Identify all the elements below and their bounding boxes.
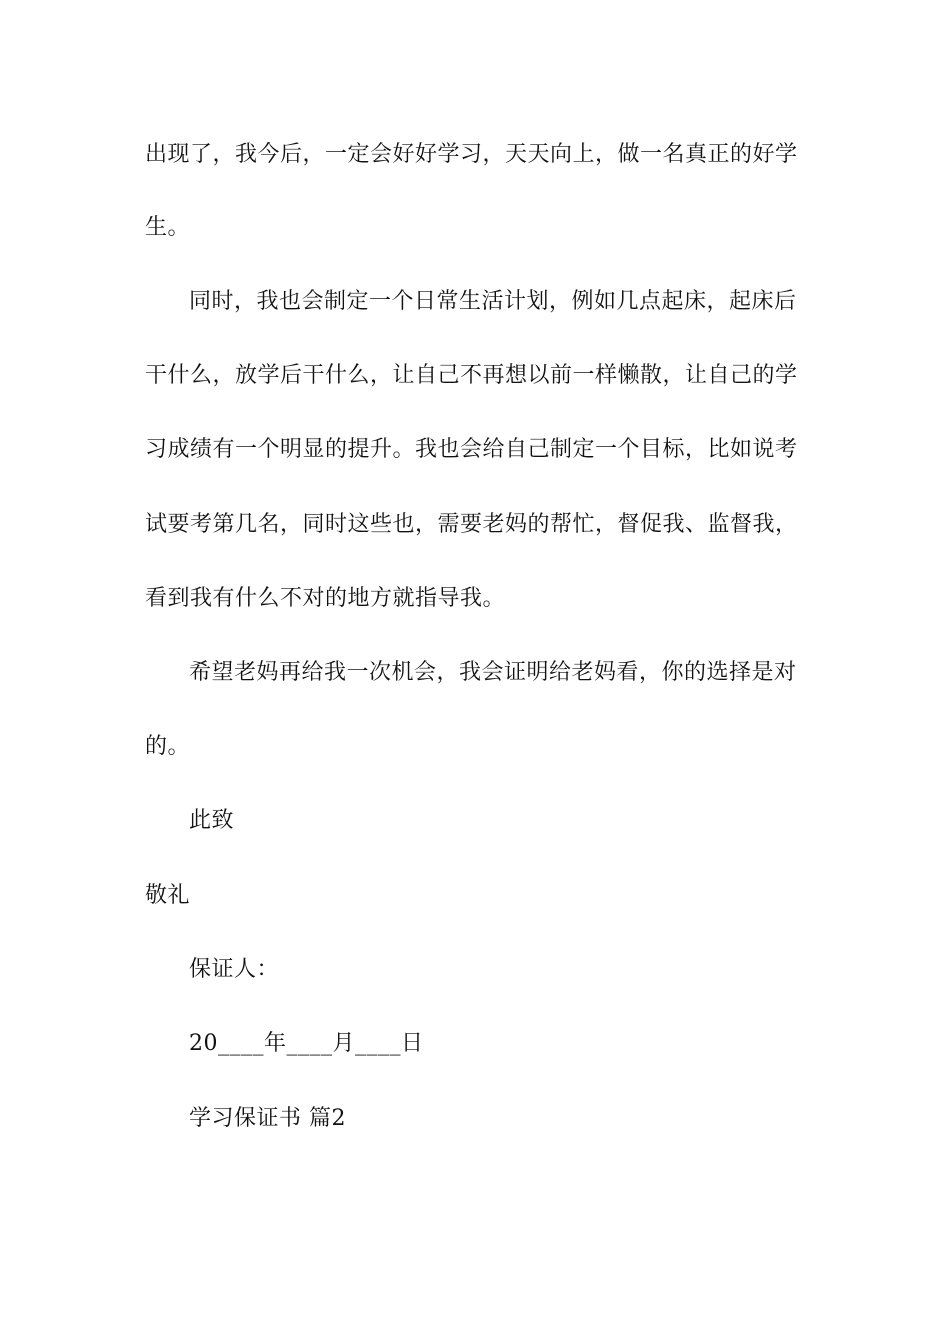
closing-respect: 敬礼 bbox=[145, 883, 191, 908]
paragraph-line: 干什么，放学后干什么，让自己不再想以前一样懒散，让自己的学 bbox=[145, 363, 798, 388]
paragraph-line: 看到我有什么不对的地方就指导我。 bbox=[145, 586, 506, 611]
paragraph-line: 生。 bbox=[145, 215, 191, 240]
section-heading: 学习保证书 篇2 bbox=[189, 1106, 346, 1131]
closing-salutation: 此致 bbox=[189, 808, 235, 833]
paragraph-line: 出现了，我今后，一定会好好学习，天天向上，做一名真正的好学 bbox=[145, 142, 798, 167]
paragraph-line: 同时，我也会制定一个日常生活计划，例如几点起床，起床后 bbox=[189, 289, 797, 314]
paragraph-line: 希望老妈再给我一次机会，我会证明给老妈看，你的选择是对 bbox=[189, 660, 797, 685]
paragraph-line: 试要考第几名，同时这些也，需要老妈的帮忙，督促我、监督我， bbox=[145, 512, 798, 537]
guarantor-label: 保证人： bbox=[189, 957, 280, 982]
paragraph-line: 的。 bbox=[145, 734, 191, 759]
date-line: 20____年____月____日 bbox=[189, 1031, 424, 1056]
paragraph-line: 习成绩有一个明显的提升。我也会给自己制定一个目标，比如说考 bbox=[145, 437, 798, 462]
